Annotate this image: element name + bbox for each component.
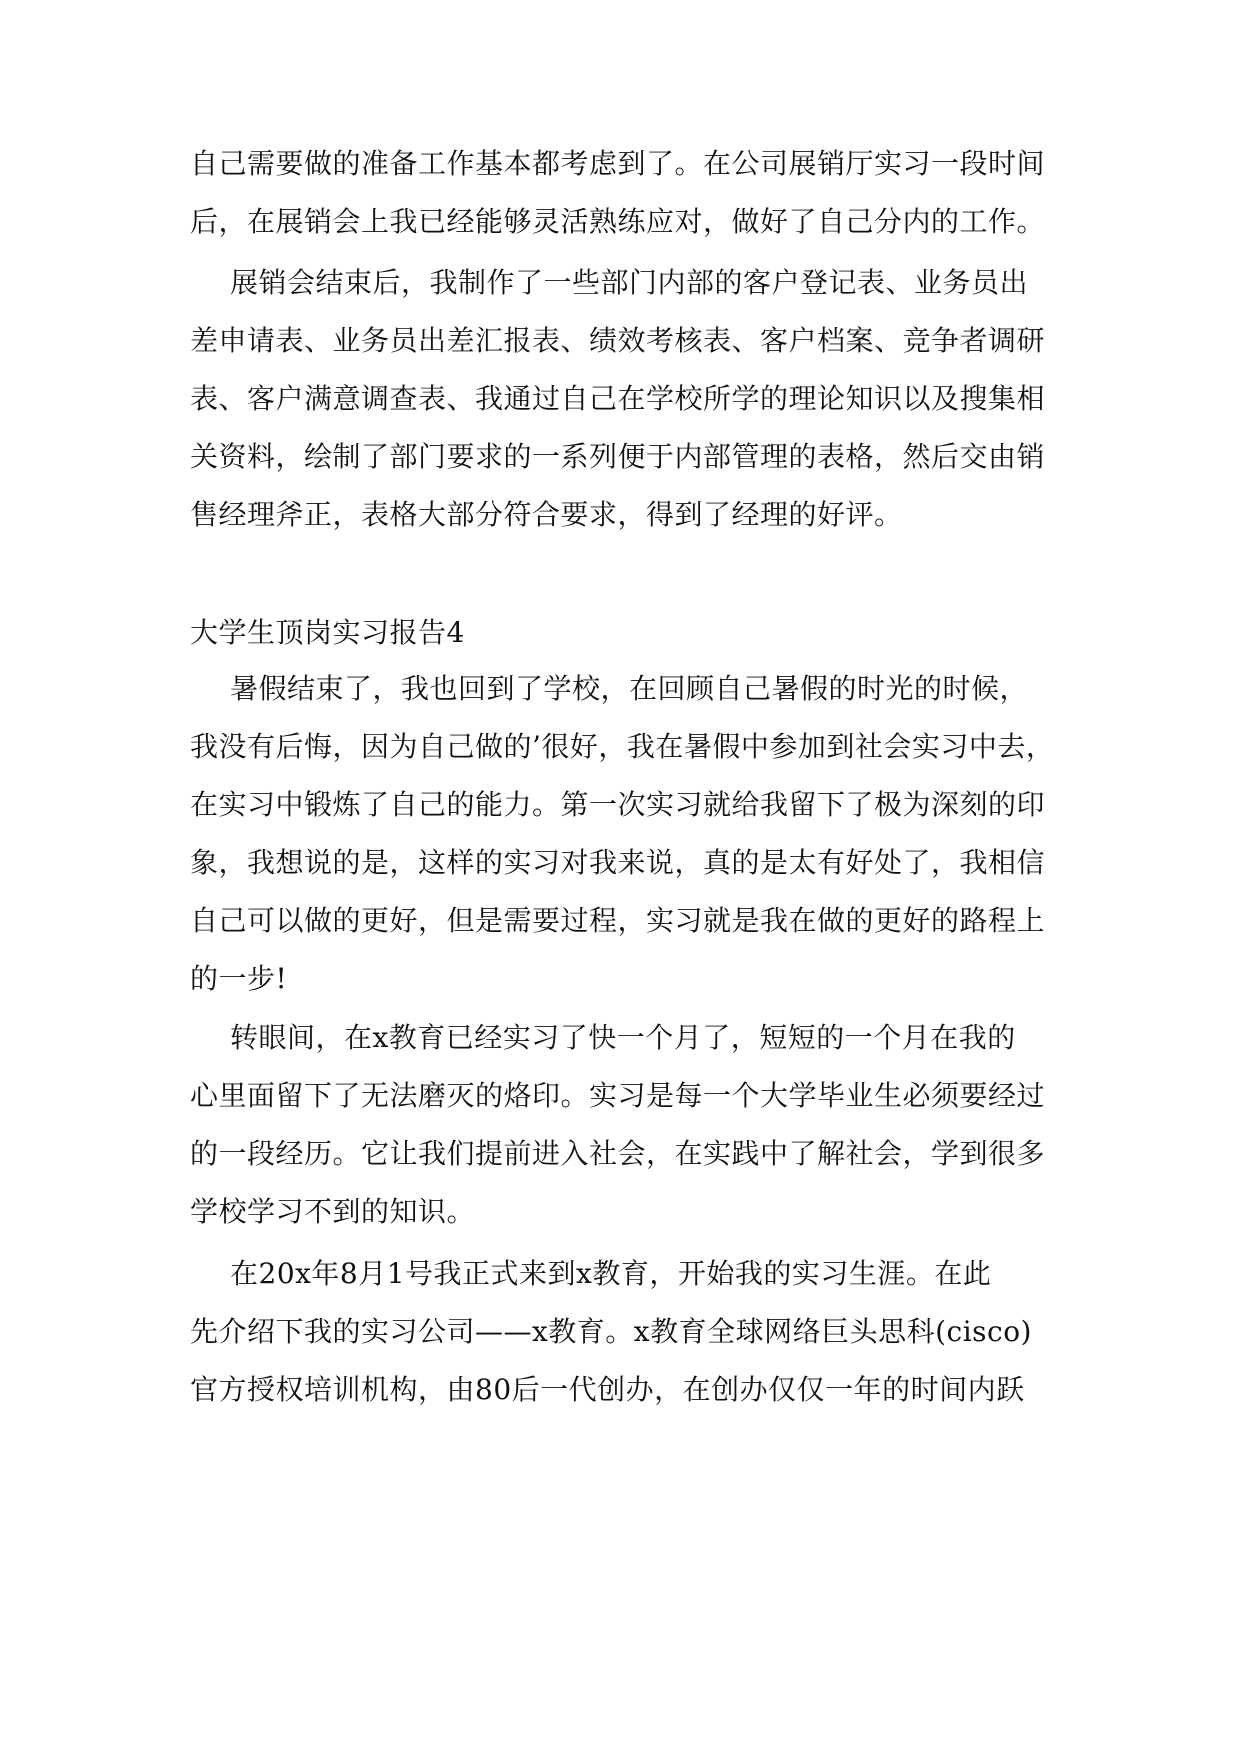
paragraph-line: 先介绍下我的实习公司——x教育。x教育全球网络巨头思科(cisco) (190, 1315, 1032, 1348)
paragraph-line: 售经理斧正，表格大部分符合要求，得到了经理的好评。 (190, 498, 903, 531)
paragraph-line: 的一步! (190, 962, 288, 995)
paragraph-line: 心里面留下了无法磨灭的烙印。实习是每一个大学毕业生必须要经过 (190, 1079, 1046, 1112)
paragraph-line: 转眼间，在x教育已经实习了快一个月了，短短的一个月在我的 (230, 1021, 1016, 1054)
paragraph-line: 自己可以做的更好，但是需要过程，实习就是我在做的更好的路程上 (190, 904, 1046, 937)
paragraph-line: 自己需要做的准备工作基本都考虑到了。在公司展销厅实习一段时间 (190, 147, 1046, 180)
paragraph-line: 暑假结束了，我也回到了学校，在回顾自己暑假的时光的时候， (230, 672, 1029, 705)
paragraph-line: 官方授权培训机构，由80后一代创办，在创办仅仅一年的时间内跃 (190, 1373, 1025, 1406)
paragraph-line: 差申请表、业务员出差汇报表、绩效考核表、客户档案、竞争者调研 (190, 324, 1046, 357)
paragraph-line: 的一段经历。它让我们提前进入社会，在实践中了解社会，学到很多 (190, 1137, 1046, 1170)
paragraph-line: 后，在展销会上我已经能够灵活熟练应对，做好了自己分内的工作。 (190, 205, 1046, 238)
paragraph-line: 在20x年8月1号我正式来到x教育，开始我的实习生涯。在此 (230, 1257, 992, 1290)
paragraph-line: 展销会结束后，我制作了一些部门内部的客户登记表、业务员出 (230, 266, 1029, 299)
paragraph-line: 关资料，绘制了部门要求的一系列便于内部管理的表格，然后交由销 (190, 440, 1046, 473)
paragraph-line: 象，我想说的是，这样的实习对我来说，真的是太有好处了，我相信 (190, 846, 1046, 879)
paragraph-line: 在实习中锻炼了自己的能力。第一次实习就给我留下了极为深刻的印 (190, 788, 1046, 821)
paragraph-line: 表、客户满意调查表、我通过自己在学校所学的理论知识以及搜集相 (190, 382, 1046, 415)
section-heading: 大学生顶岗实习报告4 (190, 616, 465, 649)
paragraph-line: 学校学习不到的知识。 (190, 1195, 476, 1228)
paragraph-line: 我没有后悔，因为自己做的’很好，我在暑假中参加到社会实习中去， (190, 730, 1055, 763)
